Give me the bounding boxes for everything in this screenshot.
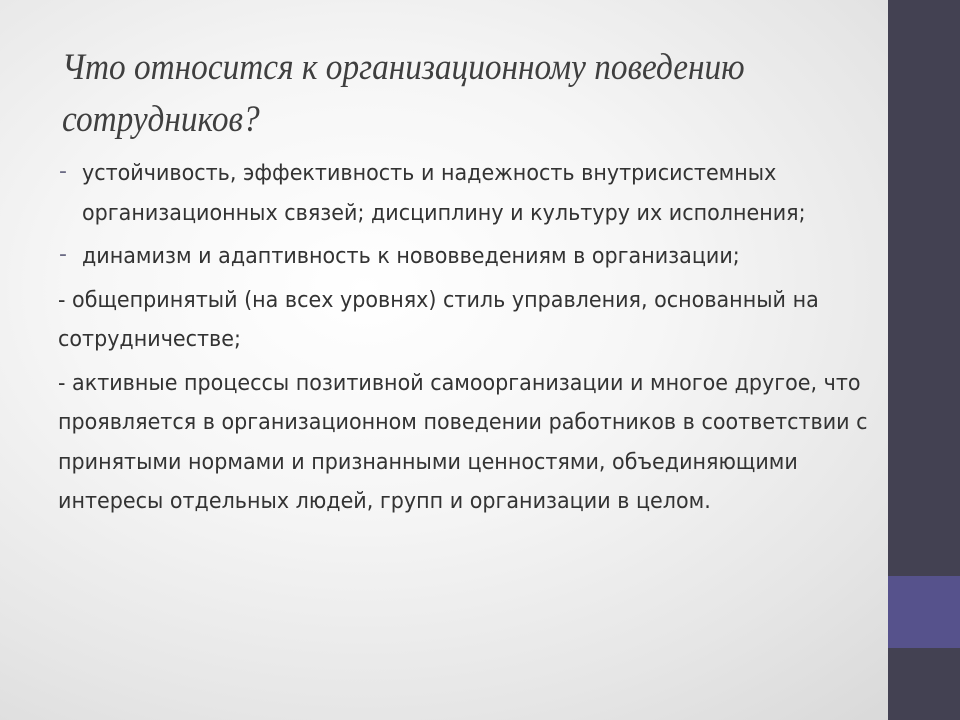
list-item-text: - общепринятый (на всех уровнях) стиль управления, основанный на сотрудничестве; — [58, 287, 819, 352]
dash-bullet-icon: - — [59, 242, 67, 267]
slide-title: Что относится к организационному поведению сотрудников? — [62, 47, 745, 140]
list-item-text: динамизм и адаптивность к нововведениям в организации; — [82, 244, 740, 269]
list-item-text: устойчивость, эффективность и надежность внутрисистемных организационных связей; дисциплину и культуру их исполнения; — [82, 161, 806, 226]
list-item — [58, 281, 878, 360]
dash-bullet-icon: - — [59, 159, 67, 184]
list-item-text: - активные процессы позитивной самоорганизации и многое другое, что проявляется в организационном поведении работников в соответствии с принятыми нормами и признанными ценностями, объединяющими интересы отдельных людей, групп и организации в целом. — [58, 370, 868, 514]
list-item — [58, 237, 878, 277]
slide-content-list — [58, 154, 878, 522]
list-item — [58, 154, 878, 233]
list-item — [58, 364, 878, 522]
side-accent-decoration — [888, 576, 960, 648]
